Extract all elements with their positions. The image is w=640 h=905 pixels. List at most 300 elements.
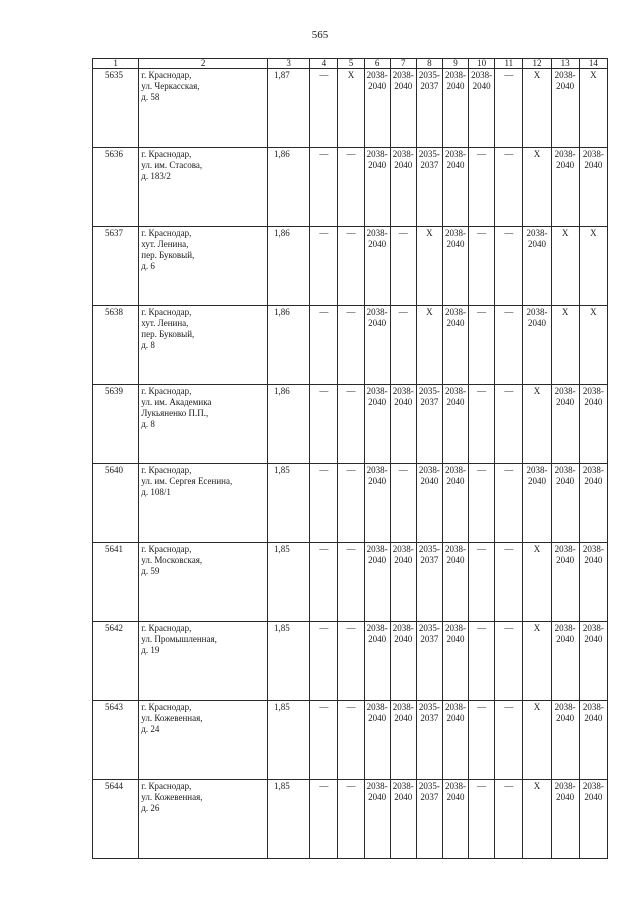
cell-text: 2040 bbox=[368, 792, 387, 802]
cell-text: 2040 bbox=[584, 713, 603, 723]
cell-text: 2038- bbox=[366, 70, 388, 80]
cell-text: 2040 bbox=[446, 555, 465, 565]
address-cell bbox=[139, 227, 268, 306]
address-line: д. 183/2 bbox=[141, 171, 171, 181]
cell-text: X bbox=[533, 781, 541, 791]
cell-text: 2040 bbox=[368, 239, 387, 249]
cell-text: 2038- bbox=[392, 149, 414, 159]
cell-text: 2040 bbox=[394, 397, 413, 407]
schedule-cell-col-4 bbox=[310, 69, 338, 148]
cell-text: 2038- bbox=[366, 544, 388, 554]
schedule-cell-col-12 bbox=[523, 69, 551, 148]
cell-text: 2038- bbox=[526, 228, 548, 238]
column-number-2: 2 bbox=[139, 59, 268, 69]
cell-text: 2040 bbox=[394, 555, 413, 565]
cell-text: X bbox=[426, 228, 433, 238]
schedule-cell-col-4 bbox=[310, 306, 338, 385]
row-number: 5642 bbox=[93, 622, 139, 701]
value-cell: 1,85 bbox=[268, 464, 310, 543]
cell-text: 2038- bbox=[471, 70, 493, 80]
cell-text: — bbox=[319, 623, 329, 633]
schedule-cell-col-5 bbox=[338, 306, 364, 385]
value-cell: 1,85 bbox=[268, 701, 310, 780]
table-row bbox=[93, 780, 608, 859]
schedule-cell-col-10 bbox=[469, 306, 495, 385]
address-cell bbox=[139, 306, 268, 385]
schedule-cell-col-4 bbox=[310, 148, 338, 227]
schedule-cell-col-14 bbox=[579, 306, 607, 385]
cell-text: 2038- bbox=[554, 386, 576, 396]
schedule-cell-col-8 bbox=[416, 622, 442, 701]
schedule-cell-col-14 bbox=[579, 69, 607, 148]
cell-text: 2038- bbox=[392, 702, 414, 712]
cell-text: 2038- bbox=[554, 465, 576, 475]
cell-text: 2040 bbox=[446, 318, 465, 328]
cell-text: 2038- bbox=[554, 70, 576, 80]
page-number: 565 bbox=[311, 29, 329, 41]
row-number: 5639 bbox=[93, 385, 139, 464]
schedule-cell-col-9 bbox=[442, 780, 468, 859]
cell-text: 2040 bbox=[584, 792, 603, 802]
cell-text: — bbox=[504, 149, 514, 159]
cell-text: X bbox=[590, 307, 597, 317]
value-cell: 1,85 bbox=[268, 622, 310, 701]
schedule-cell-col-10 bbox=[469, 385, 495, 464]
column-number-13: 13 bbox=[551, 59, 579, 69]
address-line: г. Краснодар, bbox=[141, 386, 192, 396]
column-number-8: 8 bbox=[416, 59, 442, 69]
schedule-cell-col-5 bbox=[338, 148, 364, 227]
cell-text: 2038- bbox=[445, 781, 467, 791]
row-number: 5643 bbox=[93, 701, 139, 780]
cell-text: 2040 bbox=[368, 397, 387, 407]
address-cell bbox=[139, 701, 268, 780]
schedule-cell-col-14 bbox=[579, 543, 607, 622]
table-row bbox=[93, 543, 608, 622]
schedule-cell-col-13 bbox=[551, 780, 579, 859]
schedule-cell-col-6 bbox=[364, 69, 390, 148]
cell-text: — bbox=[319, 307, 329, 317]
schedule-cell-col-4 bbox=[310, 227, 338, 306]
schedule-cell-col-8 bbox=[416, 701, 442, 780]
schedule-cell-col-12 bbox=[523, 701, 551, 780]
table-row bbox=[93, 385, 608, 464]
cell-text: 2040 bbox=[394, 713, 413, 723]
cell-text: 2038- bbox=[445, 465, 467, 475]
row-number: 5635 bbox=[93, 69, 139, 148]
table-row bbox=[93, 464, 608, 543]
address-line: ул. Кожевенная, bbox=[141, 713, 203, 723]
schedule-cell-col-11 bbox=[495, 69, 523, 148]
cell-text: 2038- bbox=[366, 307, 388, 317]
schedule-cell-col-10 bbox=[469, 227, 495, 306]
cell-text: 2040 bbox=[527, 239, 546, 249]
value-cell: 1,86 bbox=[268, 385, 310, 464]
cell-text: 2035- bbox=[418, 544, 440, 554]
schedule-cell-col-11 bbox=[495, 464, 523, 543]
schedule-cell-col-10 bbox=[469, 464, 495, 543]
cell-text: 2037 bbox=[420, 555, 439, 565]
cell-text: — bbox=[477, 228, 487, 238]
schedule-cell-col-12 bbox=[523, 227, 551, 306]
schedule-cell-col-9 bbox=[442, 701, 468, 780]
address-line: д. 59 bbox=[141, 566, 160, 576]
address-line: д. 58 bbox=[141, 92, 160, 102]
schedule-cell-col-9 bbox=[442, 69, 468, 148]
cell-text: — bbox=[477, 465, 487, 475]
cell-text: 2038- bbox=[554, 544, 576, 554]
cell-text: X bbox=[561, 228, 569, 238]
cell-text: 2038- bbox=[445, 386, 467, 396]
cell-text: 2040 bbox=[527, 318, 546, 328]
cell-text: X bbox=[347, 70, 355, 80]
value-cell: 1,86 bbox=[268, 306, 310, 385]
schedule-cell-col-6 bbox=[364, 306, 390, 385]
column-number-11: 11 bbox=[495, 59, 523, 69]
schedule-cell-col-7 bbox=[390, 227, 416, 306]
cell-text: 2040 bbox=[368, 634, 387, 644]
cell-text: 2040 bbox=[446, 792, 465, 802]
schedule-cell-col-11 bbox=[495, 385, 523, 464]
schedule-cell-col-9 bbox=[442, 148, 468, 227]
value-cell: 1,85 bbox=[268, 780, 310, 859]
column-number-7: 7 bbox=[390, 59, 416, 69]
cell-text: X bbox=[533, 149, 541, 159]
cell-text: — bbox=[319, 465, 329, 475]
cell-text: — bbox=[504, 465, 514, 475]
schedule-cell-col-13 bbox=[551, 69, 579, 148]
cell-text: 2038- bbox=[554, 702, 576, 712]
schedule-cell-col-5 bbox=[338, 701, 364, 780]
schedule-cell-col-10 bbox=[469, 622, 495, 701]
cell-text: X bbox=[533, 544, 541, 554]
schedule-cell-col-13 bbox=[551, 622, 579, 701]
address-cell bbox=[139, 464, 268, 543]
schedule-cell-col-5 bbox=[338, 780, 364, 859]
schedule-cell-col-4 bbox=[310, 701, 338, 780]
cell-text: 2040 bbox=[446, 713, 465, 723]
schedule-cell-col-8 bbox=[416, 385, 442, 464]
row-number: 5636 bbox=[93, 148, 139, 227]
cell-text: — bbox=[346, 623, 356, 633]
cell-text: 2037 bbox=[420, 397, 439, 407]
schedule-cell-col-6 bbox=[364, 543, 390, 622]
register-table bbox=[92, 58, 608, 859]
cell-text: 2040 bbox=[446, 81, 465, 91]
table-row bbox=[93, 306, 608, 385]
schedule-cell-col-6 bbox=[364, 464, 390, 543]
table-row bbox=[93, 701, 608, 780]
cell-text: 2037 bbox=[420, 81, 439, 91]
cell-text: — bbox=[346, 307, 356, 317]
cell-text: 2037 bbox=[420, 160, 439, 170]
address-line: д. 8 bbox=[141, 340, 155, 350]
address-line: г. Краснодар, bbox=[141, 781, 192, 791]
cell-text: 2038- bbox=[526, 465, 548, 475]
address-cell bbox=[139, 780, 268, 859]
cell-text: 2038- bbox=[366, 465, 388, 475]
cell-text: — bbox=[398, 465, 408, 475]
column-number-3: 3 bbox=[268, 59, 310, 69]
row-number: 5640 bbox=[93, 464, 139, 543]
schedule-cell-col-12 bbox=[523, 148, 551, 227]
schedule-cell-col-9 bbox=[442, 385, 468, 464]
address-line: д. 8 bbox=[141, 419, 155, 429]
cell-text: — bbox=[346, 465, 356, 475]
column-number-1: 1 bbox=[93, 59, 139, 69]
schedule-cell-col-6 bbox=[364, 701, 390, 780]
row-number: 5641 bbox=[93, 543, 139, 622]
cell-text: 2038- bbox=[392, 544, 414, 554]
cell-text: 2040 bbox=[394, 792, 413, 802]
schedule-cell-col-12 bbox=[523, 306, 551, 385]
schedule-cell-col-7 bbox=[390, 780, 416, 859]
cell-text: 2038- bbox=[418, 465, 440, 475]
address-line: Лукьяненко П.П., bbox=[141, 408, 209, 418]
schedule-cell-col-12 bbox=[523, 543, 551, 622]
cell-text: — bbox=[477, 702, 487, 712]
cell-text: — bbox=[504, 70, 514, 80]
schedule-cell-col-13 bbox=[551, 701, 579, 780]
cell-text: 2040 bbox=[446, 634, 465, 644]
schedule-cell-col-4 bbox=[310, 464, 338, 543]
cell-text: — bbox=[477, 307, 487, 317]
schedule-cell-col-6 bbox=[364, 780, 390, 859]
address-cell bbox=[139, 622, 268, 701]
cell-text: 2038- bbox=[366, 623, 388, 633]
column-number-9: 9 bbox=[442, 59, 468, 69]
cell-text: — bbox=[319, 386, 329, 396]
cell-text: — bbox=[346, 702, 356, 712]
cell-text: 2040 bbox=[368, 476, 387, 486]
cell-text: 2040 bbox=[556, 634, 575, 644]
cell-text: — bbox=[346, 149, 356, 159]
schedule-cell-col-8 bbox=[416, 464, 442, 543]
cell-text: — bbox=[346, 386, 356, 396]
schedule-cell-col-7 bbox=[390, 464, 416, 543]
schedule-cell-col-7 bbox=[390, 543, 416, 622]
cell-text: 2040 bbox=[584, 160, 603, 170]
schedule-cell-col-7 bbox=[390, 148, 416, 227]
cell-text: — bbox=[319, 228, 329, 238]
cell-text: 2035- bbox=[418, 386, 440, 396]
schedule-cell-col-4 bbox=[310, 622, 338, 701]
cell-text: 2040 bbox=[584, 634, 603, 644]
address-line: ул. Черкасская, bbox=[141, 81, 200, 91]
address-line: д. 6 bbox=[141, 261, 155, 271]
address-cell bbox=[139, 543, 268, 622]
schedule-cell-col-11 bbox=[495, 543, 523, 622]
cell-text: — bbox=[398, 228, 408, 238]
cell-text: X bbox=[533, 702, 541, 712]
schedule-cell-col-5 bbox=[338, 543, 364, 622]
schedule-cell-col-10 bbox=[469, 543, 495, 622]
schedule-cell-col-13 bbox=[551, 385, 579, 464]
cell-text: — bbox=[504, 228, 514, 238]
cell-text: 2040 bbox=[472, 81, 491, 91]
cell-text: X bbox=[426, 307, 433, 317]
schedule-cell-col-14 bbox=[579, 227, 607, 306]
cell-text: 2038- bbox=[582, 465, 604, 475]
table-row bbox=[93, 148, 608, 227]
cell-text: 2038- bbox=[582, 149, 604, 159]
schedule-cell-col-8 bbox=[416, 543, 442, 622]
cell-text: 2040 bbox=[556, 81, 575, 91]
cell-text: X bbox=[590, 228, 597, 238]
table-row bbox=[93, 69, 608, 148]
schedule-cell-col-7 bbox=[390, 306, 416, 385]
schedule-cell-col-11 bbox=[495, 622, 523, 701]
address-line: ул. Московская, bbox=[141, 555, 203, 565]
schedule-cell-col-5 bbox=[338, 464, 364, 543]
cell-text: 2038- bbox=[392, 386, 414, 396]
schedule-cell-col-11 bbox=[495, 148, 523, 227]
address-line: ул. им. Стасова, bbox=[141, 160, 203, 170]
address-cell bbox=[139, 69, 268, 148]
schedule-cell-col-10 bbox=[469, 69, 495, 148]
schedule-cell-col-8 bbox=[416, 780, 442, 859]
column-number-4: 4 bbox=[310, 59, 338, 69]
cell-text: 2038- bbox=[445, 228, 467, 238]
cell-text: 2040 bbox=[584, 476, 603, 486]
schedule-cell-col-11 bbox=[495, 306, 523, 385]
cell-text: 2040 bbox=[556, 555, 575, 565]
address-line: г. Краснодар, bbox=[141, 702, 192, 712]
schedule-cell-col-14 bbox=[579, 385, 607, 464]
address-line: д. 26 bbox=[141, 803, 160, 813]
address-line: г. Краснодар, bbox=[141, 623, 192, 633]
address-line: г. Краснодар, bbox=[141, 149, 192, 159]
address-cell bbox=[139, 385, 268, 464]
cell-text: 2037 bbox=[420, 792, 439, 802]
schedule-cell-col-6 bbox=[364, 622, 390, 701]
cell-text: 2040 bbox=[368, 160, 387, 170]
cell-text: — bbox=[504, 623, 514, 633]
cell-text: 2038- bbox=[366, 386, 388, 396]
address-cell bbox=[139, 148, 268, 227]
cell-text: 2040 bbox=[584, 555, 603, 565]
schedule-cell-col-9 bbox=[442, 464, 468, 543]
cell-text: X bbox=[533, 386, 541, 396]
address-line: г. Краснодар, bbox=[141, 307, 192, 317]
cell-text: 2040 bbox=[368, 318, 387, 328]
value-cell: 1,87 bbox=[268, 69, 310, 148]
cell-text: 2038- bbox=[554, 781, 576, 791]
cell-text: — bbox=[346, 781, 356, 791]
cell-text: 2040 bbox=[394, 160, 413, 170]
cell-text: — bbox=[319, 544, 329, 554]
cell-text: 2038- bbox=[582, 544, 604, 554]
column-number-14: 14 bbox=[579, 59, 607, 69]
cell-text: 2035- bbox=[418, 149, 440, 159]
cell-text: 2040 bbox=[556, 476, 575, 486]
schedule-cell-col-14 bbox=[579, 780, 607, 859]
schedule-cell-col-10 bbox=[469, 780, 495, 859]
address-line: г. Краснодар, bbox=[141, 228, 192, 238]
address-line: ул. Промышленная, bbox=[141, 634, 217, 644]
cell-text: 2040 bbox=[556, 713, 575, 723]
schedule-cell-col-13 bbox=[551, 464, 579, 543]
schedule-cell-col-4 bbox=[310, 543, 338, 622]
cell-text: 2040 bbox=[446, 397, 465, 407]
schedule-cell-col-5 bbox=[338, 227, 364, 306]
cell-text: 2040 bbox=[584, 397, 603, 407]
cell-text: 2040 bbox=[556, 160, 575, 170]
cell-text: 2040 bbox=[527, 476, 546, 486]
cell-text: — bbox=[477, 386, 487, 396]
schedule-cell-col-12 bbox=[523, 780, 551, 859]
schedule-cell-col-13 bbox=[551, 543, 579, 622]
cell-text: — bbox=[504, 702, 514, 712]
cell-text: 2038- bbox=[445, 70, 467, 80]
address-line: пер. Буковый, bbox=[141, 250, 195, 260]
cell-text: — bbox=[504, 307, 514, 317]
cell-text: 2040 bbox=[394, 634, 413, 644]
row-number: 5644 bbox=[93, 780, 139, 859]
column-number-6: 6 bbox=[364, 59, 390, 69]
cell-text: — bbox=[477, 149, 487, 159]
cell-text: 2037 bbox=[420, 634, 439, 644]
schedule-cell-col-7 bbox=[390, 701, 416, 780]
schedule-cell-col-8 bbox=[416, 227, 442, 306]
schedule-cell-col-9 bbox=[442, 622, 468, 701]
cell-text: 2038- bbox=[582, 623, 604, 633]
schedule-cell-col-5 bbox=[338, 69, 364, 148]
schedule-cell-col-12 bbox=[523, 385, 551, 464]
cell-text: — bbox=[319, 702, 329, 712]
cell-text: 2037 bbox=[420, 713, 439, 723]
column-number-10: 10 bbox=[469, 59, 495, 69]
cell-text: 2040 bbox=[368, 81, 387, 91]
schedule-cell-col-11 bbox=[495, 227, 523, 306]
address-line: г. Краснодар, bbox=[141, 465, 192, 475]
column-number-5: 5 bbox=[338, 59, 364, 69]
cell-text: 2038- bbox=[526, 307, 548, 317]
schedule-cell-col-14 bbox=[579, 148, 607, 227]
cell-text: 2040 bbox=[368, 713, 387, 723]
cell-text: 2038- bbox=[445, 307, 467, 317]
cell-text: — bbox=[504, 544, 514, 554]
value-cell: 1,86 bbox=[268, 227, 310, 306]
cell-text: 2038- bbox=[366, 781, 388, 791]
row-number: 5637 bbox=[93, 227, 139, 306]
schedule-cell-col-7 bbox=[390, 69, 416, 148]
cell-text: 2038- bbox=[582, 702, 604, 712]
cell-text: — bbox=[319, 70, 329, 80]
cell-text: 2040 bbox=[420, 476, 439, 486]
table-row bbox=[93, 227, 608, 306]
table-row bbox=[93, 622, 608, 701]
cell-text: 2040 bbox=[368, 555, 387, 565]
schedule-cell-col-14 bbox=[579, 701, 607, 780]
cell-text: 2038- bbox=[582, 386, 604, 396]
schedule-cell-col-14 bbox=[579, 464, 607, 543]
cell-text: 2038- bbox=[392, 70, 414, 80]
cell-text: X bbox=[533, 623, 541, 633]
cell-text: — bbox=[319, 781, 329, 791]
cell-text: 2038- bbox=[392, 623, 414, 633]
cell-text: — bbox=[398, 307, 408, 317]
table-body bbox=[93, 59, 608, 859]
schedule-cell-col-4 bbox=[310, 780, 338, 859]
cell-text: 2038- bbox=[366, 228, 388, 238]
cell-text: 2040 bbox=[394, 81, 413, 91]
cell-text: — bbox=[504, 781, 514, 791]
schedule-cell-col-12 bbox=[523, 464, 551, 543]
cell-text: 2035- bbox=[418, 781, 440, 791]
value-cell: 1,85 bbox=[268, 543, 310, 622]
cell-text: 2040 bbox=[446, 476, 465, 486]
